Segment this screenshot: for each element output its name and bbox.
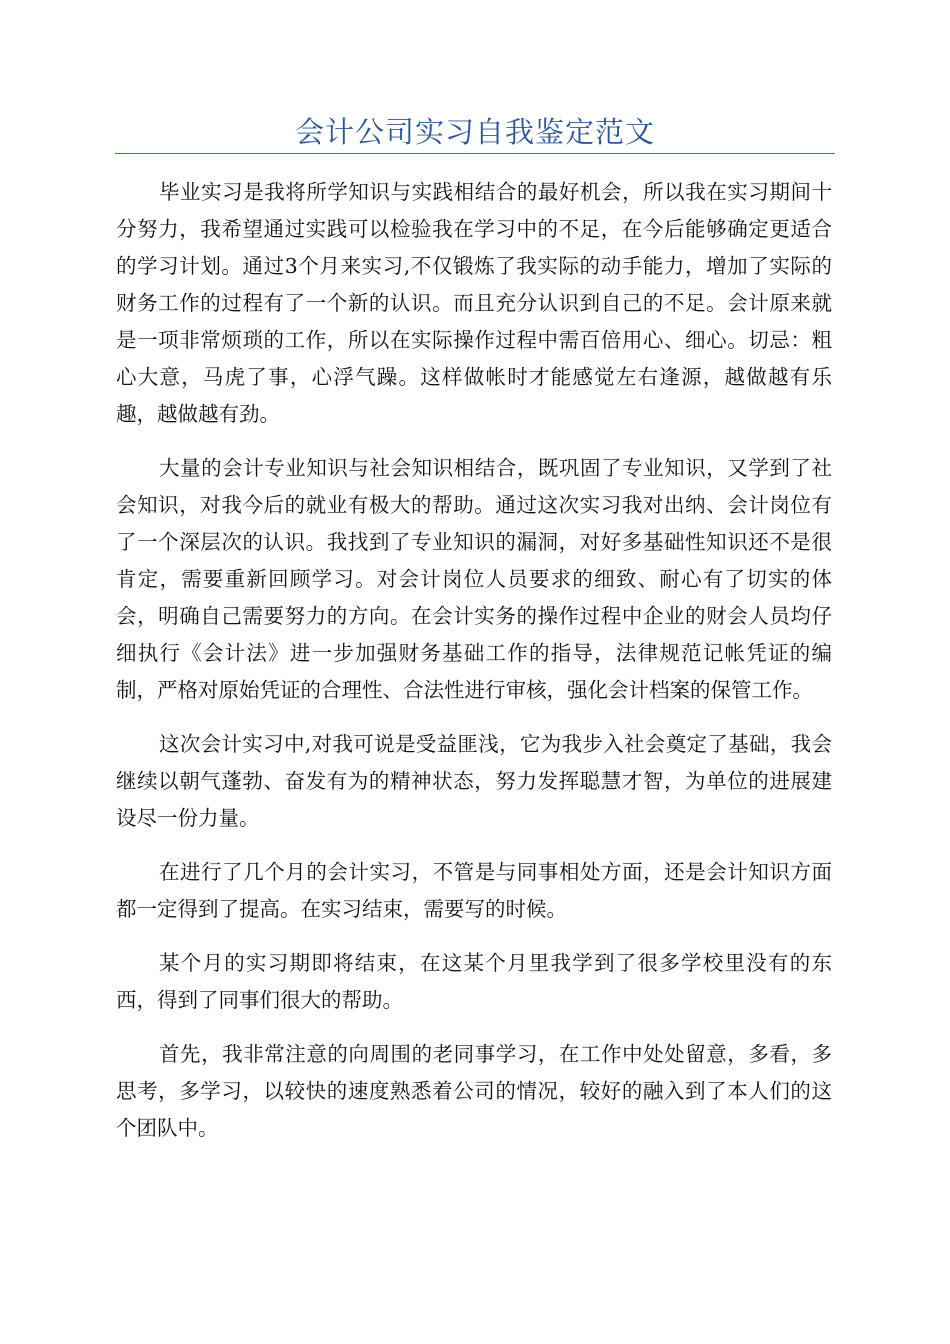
paragraph-4: 在进行了几个月的会计实习，不管是与同事相处方面，还是会计知识方面都一定得到了提高。在实习结束，需要写的时候。 (116, 860, 832, 921)
document-title: 会计公司实习自我鉴定范文 (294, 115, 655, 149)
paragraph-2: 大量的会计专业知识与社会知识相结合，既巩固了专业知识，又学到了社会知识，对我今后的就业有极大的帮助。通过这次实习我对出纳、会计岗位有了一个深层次的认识。我找到了专业知识的漏洞，对好多基础性知识还不是很肯定，需要重新回顾学习。对会计岗位人员要求的细致、耐心有了切实的体会，明确自己需要努力的方向。在会计实务的操作过程中企业的财会人员均仔细执行《会计法》进一步加强财务基础工作的指导，法律规范记帐凭证的编制，严格对原始凭证的合理性、合法性进行审核，强化会计档案的保管工作。 (116, 456, 832, 702)
paragraph-5: 某个月的实习期即将结束，在这某个月里我学到了很多学校里没有的东西，得到了同事们很大的帮助。 (116, 951, 832, 1012)
paragraph-1: 毕业实习是我将所学知识与实践相结合的最好机会，所以我在实习期间十分努力，我希望通过实践可以检验我在学习中的不足，在今后能够确定更适合的学习计划。通过3个月来实习,不仅锻炼了我实际的动手能力，增加了实际的财务工作的过程有了一个新的认识。而且充分认识到自己的不足。会计原来就是一项非常烦琐的工作，所以在实际操作过程中需百倍用心、细心。切忌：粗心大意，马虎了事，心浮气躁。这样做帐时才能感觉左右逢源，越做越有乐趣，越做越有劲。 (116, 180, 832, 426)
paragraph-3: 这次会计实习中,对我可说是受益匪浅，它为我步入社会奠定了基础，我会继续以朝气蓬勃、奋发有为的精神状态，努力发挥聪慧才智，为单位的进展建设尽一份力量。 (116, 732, 832, 830)
title-underline-divider (115, 153, 835, 154)
document-body (116, 174, 832, 1164)
paragraph-6: 首先，我非常注意的向周围的老同事学习，在工作中处处留意，多看，多思考，多学习，以较快的速度熟悉着公司的情况，较好的融入到了本人们的这个团队中。 (116, 1042, 832, 1140)
